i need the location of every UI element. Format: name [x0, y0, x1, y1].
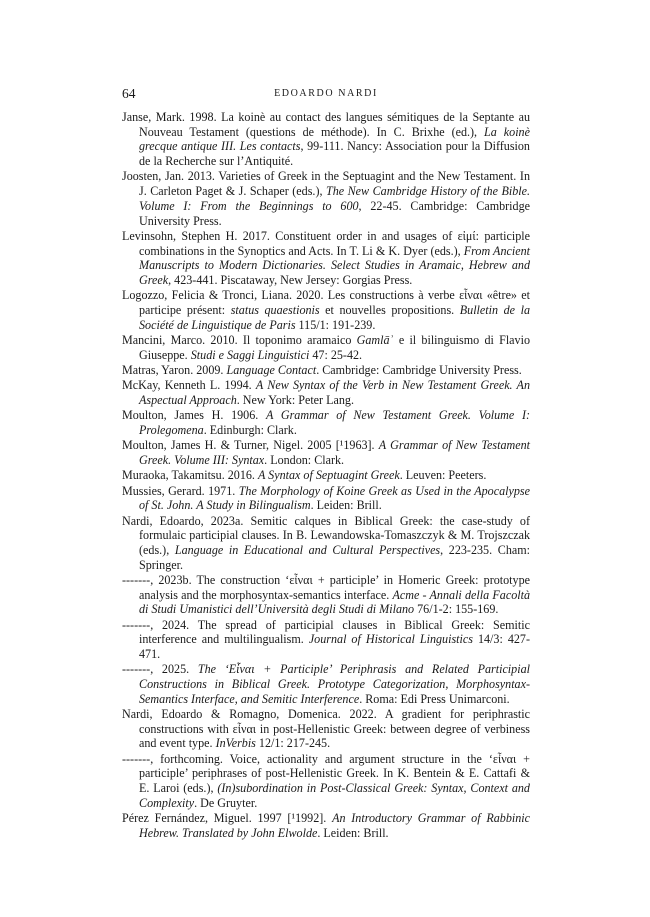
- entry-text: . New York: Peter Lang.: [236, 392, 354, 407]
- entry-text: Moulton, James H. & Turner, Nigel. 2005 [¹1963].: [122, 438, 379, 453]
- bibliography-entry: [122, 333, 530, 362]
- entry-text: Mancini, Marco. 2010. Il toponimo aramaico: [122, 332, 357, 347]
- bibliography-list: [122, 110, 530, 841]
- entry-text: Joosten, Jan. 2013. Varieties of Greek in the Septuagint and the New Testament. In J. Carleton Paget & J. Schaper (eds.),: [122, 169, 530, 199]
- bibliography-entry: [122, 468, 530, 483]
- entry-title-italic: Gamlāʾ: [356, 332, 394, 347]
- entry-title-italic: A Grammar of New Testament Greek. Volume I: Prolegomena: [139, 408, 530, 437]
- entry-text: . London: Clark.: [264, 452, 345, 467]
- entry-text: Logozzo, Felicia & Tronci, Liana. 2020. Les constructions à verbe εἶναι «être» et participe présent:: [122, 288, 530, 317]
- entry-text: . Leuven: Peeters.: [399, 468, 487, 483]
- entry-text: . Cambridge: Cambridge University Press.: [316, 362, 522, 377]
- page-number: 64: [122, 86, 136, 101]
- entry-text: Nardi, Edoardo & Romagno, Domenica. 2022. A gradient for periphrastic constructions with εἶναι in post-Hellenistic Greek: between degree of verbiness and event type.: [122, 707, 530, 751]
- entry-text: . Edinburgh: Clark.: [203, 422, 297, 437]
- entry-text: -------, 2024. The spread of participial clauses in Biblical Greek: Semitic interference and multilingualism.: [122, 617, 530, 647]
- bibliography-entry: [122, 752, 530, 811]
- entry-text: , 99-111. Nancy: Association pour la Diffusion de la Recherche sur l’Antiquité.: [139, 139, 530, 169]
- entry-title-italic: A Syntax of Septuagint Greek: [257, 468, 400, 483]
- entry-text: . Leiden: Brill.: [310, 498, 382, 513]
- bibliography-entry: [122, 662, 530, 706]
- bibliography-entry: [122, 484, 530, 513]
- entry-text: Janse, Mark. 1998. La koinè au contact des langues sémitiques de la Septante au Nouveau Testament (questions de méthode). In C. Brixhe (ed.),: [122, 110, 530, 139]
- entry-text: . Leiden: Brill.: [317, 825, 389, 840]
- entry-text: Pérez Fernández, Miguel. 1997 [¹1992].: [122, 811, 333, 826]
- running-head: EDOARDO NARDI: [274, 88, 378, 99]
- bibliography-entry: [122, 573, 530, 617]
- entry-text: -------, 2025.: [122, 662, 198, 677]
- entry-text: McKay, Kenneth L. 1994.: [122, 378, 256, 393]
- entry-title-italic: An Introductory Grammar of Rabbinic Hebrew. Translated by John Elwolde: [139, 811, 530, 840]
- bibliography-entry: [122, 110, 530, 169]
- entry-title-italic: Language Contact: [226, 362, 317, 377]
- entry-text: Levinsohn, Stephen H. 2017. Constituent order in and usages of εἰμί: participle combinations in the Synoptics and Acts. In T. Li & K. Dyer (eds.),: [122, 228, 530, 258]
- entry-text: et nouvelles propositions.: [319, 302, 460, 317]
- entry-text: 76/1-2: 155-169.: [414, 602, 499, 617]
- entry-text: -------, 2023b. The construction ‘εἶναι + participle’ in Homeric Greek: prototype analysis and the morphosyntax-semantics interface.: [122, 572, 530, 602]
- entry-text: 14/3: 427-471.: [139, 632, 530, 662]
- entry-text: . Roma: Edi Press Unimarconi.: [359, 691, 510, 706]
- entry-title-italic: Studi e Saggi Linguistici: [190, 347, 310, 362]
- entry-text: , 423-441. Piscataway, New Jersey: Gorgias Press.: [168, 272, 413, 287]
- entry-title-italic: The Morphology of Koine Greek as Used in the Apocalypse of St. John. A Study in Bilingualism: [139, 483, 530, 513]
- bibliography-entry: [122, 363, 530, 378]
- entry-title-italic: The New Cambridge History of the Bible. Volume I: From the Beginnings to 600: [139, 184, 530, 213]
- entry-title-italic: InVerbis: [215, 736, 256, 751]
- page-header: [122, 86, 530, 102]
- bibliography-entry: [122, 408, 530, 437]
- entry-title-italic: Journal of Historical Linguistics: [308, 632, 473, 647]
- entry-text: 115/1: 191-239.: [295, 317, 376, 332]
- entry-text: , 223-235. Cham: Springer.: [139, 542, 530, 572]
- entry-title-italic: From Ancient Manuscripts to Modern Dictionaries. Select Studies in Aramaic, Hebrew and Greek: [139, 243, 530, 287]
- entry-text: Mussies, Gerard. 1971.: [122, 483, 239, 498]
- bibliography-entry: [122, 811, 530, 840]
- bibliography-entry: [122, 514, 530, 573]
- entry-text: , 22-45. Cambridge: Cambridge University Press.: [139, 198, 530, 228]
- entry-title-italic: (In)subordination in Post-Classical Greek: Syntax, Context and Complexity: [139, 781, 530, 810]
- entry-title-italic: A Grammar of New Testament Greek. Volume III: Syntax: [139, 438, 530, 467]
- bibliography-entry: [122, 618, 530, 662]
- entry-title-italic: The ‘Εἶναι + Participle’ Periphrasis and Related Participial Constructions in Biblical Greek. Prototype Categorization, Morphosyntax-Semantics Interface, and Semitic Interference: [139, 662, 530, 706]
- entry-text: 12/1: 217-245.: [255, 736, 331, 751]
- entry-title-italic: La koinè grecque antique III. Les contacts: [139, 124, 530, 154]
- entry-text: -------, forthcoming. Voice, actionality and argument structure in the ‘εἶναι + participle’ periphrases of post-Hellenistic Greek. In K. Bentein & E. Cattafi & E. Laroi (eds.),: [122, 751, 530, 796]
- entry-title-italic: status quaestionis: [230, 302, 320, 317]
- entry-text: Muraoka, Takamitsu. 2016.: [122, 468, 258, 483]
- entry-text: . De Gruyter.: [194, 795, 258, 810]
- entry-title-italic: A New Syntax of the Verb in New Testament Greek. An Aspectual Approach: [139, 378, 530, 407]
- entry-title-italic: Bulletin de la Société de Linguistique de Paris: [139, 302, 530, 332]
- entry-text: Nardi, Edoardo, 2023a. Semitic calques in Biblical Greek: the case-study of formulaic participial clauses. In B. Lewandowska-Tomaszczyk & M. Trojszczak (eds.),: [122, 513, 530, 557]
- entry-title-italic: Language in Educational and Cultural Perspectives: [174, 542, 441, 557]
- bibliography-entry: [122, 288, 530, 332]
- entry-text: 47: 25-42.: [309, 347, 363, 362]
- entry-text: Matras, Yaron. 2009.: [122, 362, 227, 377]
- bibliography-entry: [122, 707, 530, 751]
- bibliography-entry: [122, 378, 530, 407]
- bibliography-entry: [122, 438, 530, 467]
- bibliography-entry: [122, 229, 530, 288]
- entry-title-italic: Acme - Annali della Facoltà di Studi Umanistici dell’Università degli Studi di Milano: [139, 587, 531, 617]
- entry-text: Moulton, James H. 1906.: [122, 408, 266, 423]
- bibliography-entry: [122, 169, 530, 228]
- entry-text: e il bilinguismo di Flavio Giuseppe.: [139, 332, 530, 362]
